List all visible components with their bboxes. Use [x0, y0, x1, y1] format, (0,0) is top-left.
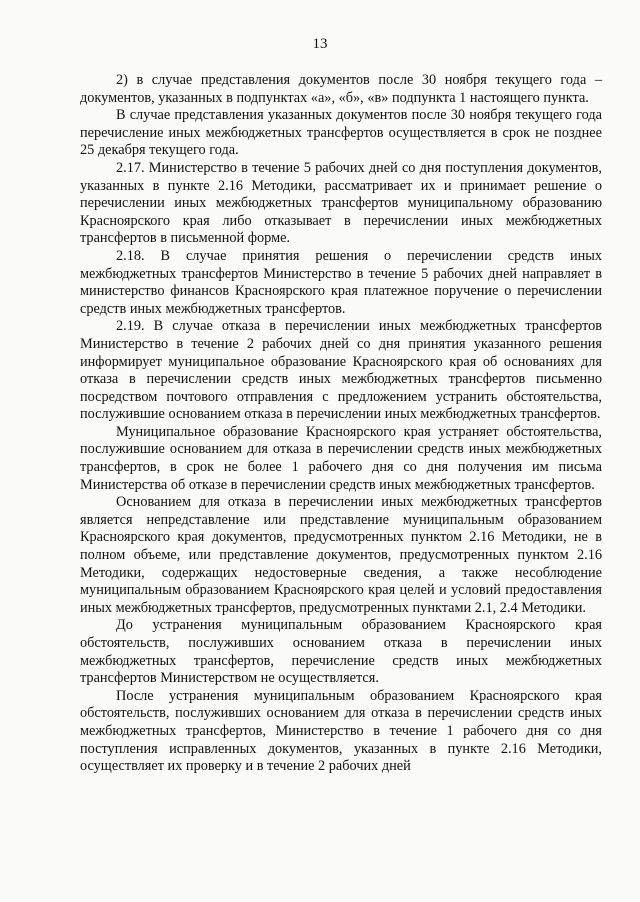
paragraph-2-16-subitem-2: 2) в случае представления документов после 30 ноября текущего года – документов, указанных в подпунктах «а», «б», «в» подпункта 1 настоящего пункта.	[80, 72, 602, 106]
document-body	[80, 72, 602, 776]
paragraph-municipality-remedy: Муниципальное образование Красноярского края устраняет обстоятельства, послужившие основанием для отказа в перечислении средств иных межбюджетных трансфертов, в срок не более 1 рабочего дня со дня получения им письма Министерства об отказе в перечислении средств иных межбюджетных трансфертов.	[80, 423, 602, 493]
paragraph-2-18: 2.18. В случае принятия решения о перечислении средств иных межбюджетных трансфертов Министерство в течение 5 рабочих дней направляет в министерство финансов Красноярского края платежное поручение о перечислении средств иных межбюджетных трансфертов.	[80, 247, 602, 317]
paragraph-2-19: 2.19. В случае отказа в перечислении иных межбюджетных трансфертов Министерство в течение 2 рабочих дней со дня принятия указанного решения информирует муниципальное образование Красноярского края об основаниях для отказа в перечислении средств иных межбюджетных трансфертов письменно посредством почтового отправления с предложением устранить обстоятельства, послужившие основанием отказа в перечислении иных межбюджетных трансфертов.	[80, 318, 602, 423]
paragraph-until-remedy: До устранения муниципальным образованием Красноярского края обстоятельств, послуживших основанием отказа в перечислении иных межбюджетных трансфертов, перечисление средств иных межбюджетных трансфертов Министерством не осуществляется.	[80, 617, 602, 687]
paragraph-2-17: 2.17. Министерство в течение 5 рабочих дней со дня поступления документов, указанных в пункте 2.16 Методики, рассматривает их и принимает решение о перечислении иных межбюджетных трансфертов муниципальному образованию Красноярского края либо отказывает в перечислении иных межбюджетных трансфертов в письменной форме.	[80, 159, 602, 247]
paragraph-after-remedy: После устранения муниципальным образованием Красноярского края обстоятельств, послуживших основанием для отказа в перечислении средств иных межбюджетных трансфертов, Министерство в течение 1 рабочего дня со дня поступления исправленных документов, указанных в пункте 2.16 Методики, осуществляет их проверку и в течение 2 рабочих дней	[80, 687, 602, 775]
paragraph-refusal-grounds: Основанием для отказа в перечислении иных межбюджетных трансфертов является непредставление или представление муниципальным образованием Красноярского края документов, предусмотренных пунктом 2.16 Методики, не в полном объеме, или представление документов, предусмотренных пунктом 2.16 Методики, содержащих недостоверные сведения, а также несоблюдение муниципальным образованием Красноярского края целей и условий предоставления иных межбюджетных трансфертов, предусмотренных пунктами 2.1, 2.4 Методики.	[80, 494, 602, 616]
page-number: 13	[312, 36, 328, 52]
paragraph-late-submission: В случае представления указанных документов после 30 ноября текущего года перечисление иных межбюджетных трансфертов осуществляется в срок не позднее 25 декабря текущего года.	[80, 107, 602, 159]
